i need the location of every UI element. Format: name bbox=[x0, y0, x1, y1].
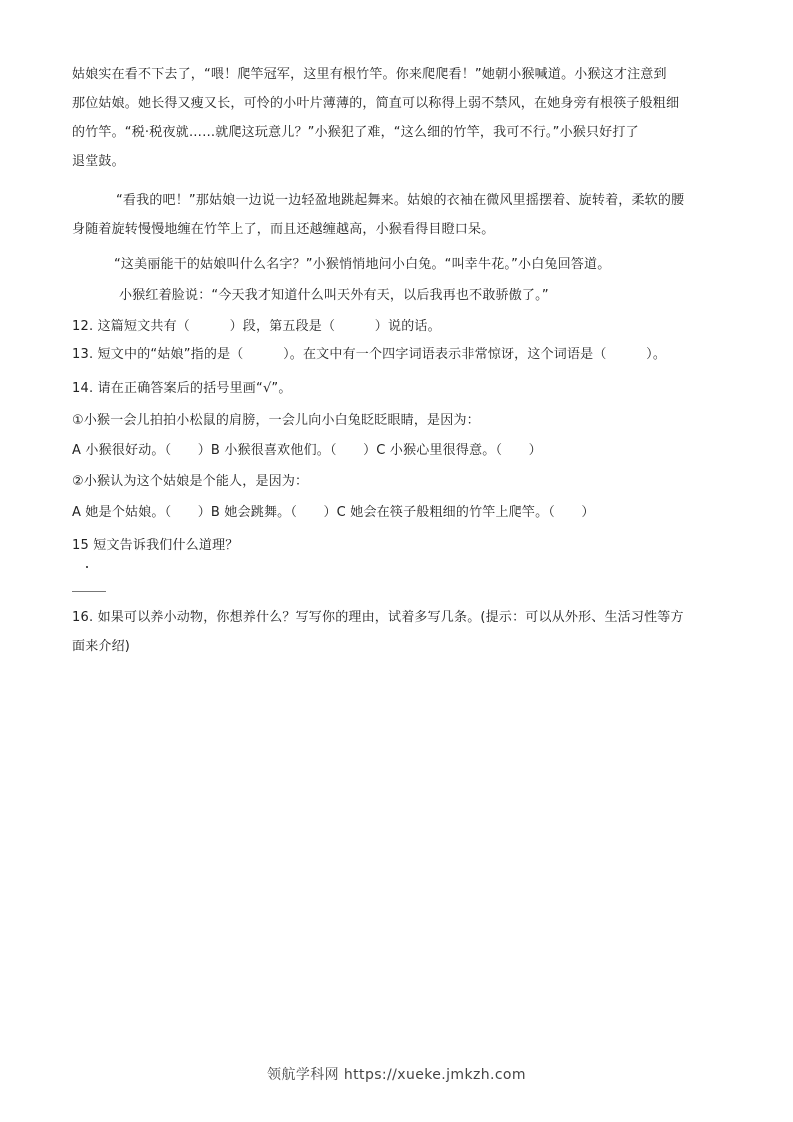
question-16-line: 面来介绍) bbox=[72, 639, 131, 654]
question-14: 14. 请在正确答案后的括号里画“√”。 bbox=[72, 381, 292, 396]
passage-paragraph-4: 小猴红着脸说：“今天我才知道什么叫天外有天，以后我再也不敢骄傲了。” bbox=[119, 288, 549, 303]
stray-dot bbox=[86, 566, 88, 568]
passage-line: 退堂鼓。 bbox=[72, 154, 125, 169]
question-16-line: 16. 如果可以养小动物，你想养什么？写写你的理由，试着多写几条。(提示：可以从外形、生活习性等方 bbox=[72, 610, 684, 625]
passage-line: 那位姑娘。她长得又瘦又长，可怜的小叶片薄薄的，简直可以称得上弱不禁风，在她身旁有根筷子般粗细 bbox=[72, 96, 680, 111]
question-14-part-1: ①小猴一会儿拍拍小松鼠的肩膀，一会儿向小白兔眨眨眼睛，是因为： bbox=[72, 413, 480, 428]
question-13: 13. 短文中的“姑娘”指的是（ ）。在文中有一个四字词语表示非常惊讶，这个词语是（ ）。 bbox=[72, 347, 667, 362]
footer-watermark: 领航学科网 https://xueke.jmkzh.com bbox=[267, 1067, 526, 1083]
question-12: 12. 这篇短文共有（ ）段，第五段是（ ）说的话。 bbox=[72, 319, 441, 334]
question-15: 15 短文告诉我们什么道理？ bbox=[72, 538, 239, 553]
passage-paragraph-2 bbox=[72, 186, 724, 244]
question-14-part-2: ②小猴认为这个姑娘是个能人，是因为： bbox=[72, 474, 309, 489]
passage-paragraph-3: “这美丽能干的姑娘叫什么名字？”小猴悄悄地问小白兔。“叫幸牛花。”小白兔回答道。 bbox=[114, 257, 611, 272]
passage-line: 身随着旋转慢慢地缠在竹竿上了，而且还越缠越高，小猴看得目瞪口呆。 bbox=[72, 222, 495, 237]
passage-line: 的竹竿。“税·税夜就……就爬这玩意儿？”小猴犯了难，“这么细的竹竿，我可不行。”小猴只好打了 bbox=[72, 125, 639, 140]
question-14-part-2-options: A 她是个姑娘。（ ）B 她会跳舞。（ ）C 她会在筷子般粗细的竹竿上爬竿。（ ） bbox=[72, 505, 595, 520]
passage-line: 姑娘实在看不下去了，“喂！爬竿冠军，这里有根竹竿。你来爬爬看！”她朝小猴喊道。小猴这才注意到 bbox=[72, 67, 667, 82]
question-16 bbox=[72, 603, 732, 661]
passage-line: “看我的吧！”那姑娘一边说一边轻盈地跳起舞来。姑娘的衣袖在微风里摇摆着、旋转着，柔软的腰 bbox=[116, 193, 685, 208]
passage-paragraph-1 bbox=[72, 60, 724, 176]
question-14-part-1-options: A 小猴很好动。（ ）B 小猴很喜欢他们。（ ）C 小猴心里很得意。（ ） bbox=[72, 443, 542, 458]
answer-line bbox=[72, 591, 106, 592]
